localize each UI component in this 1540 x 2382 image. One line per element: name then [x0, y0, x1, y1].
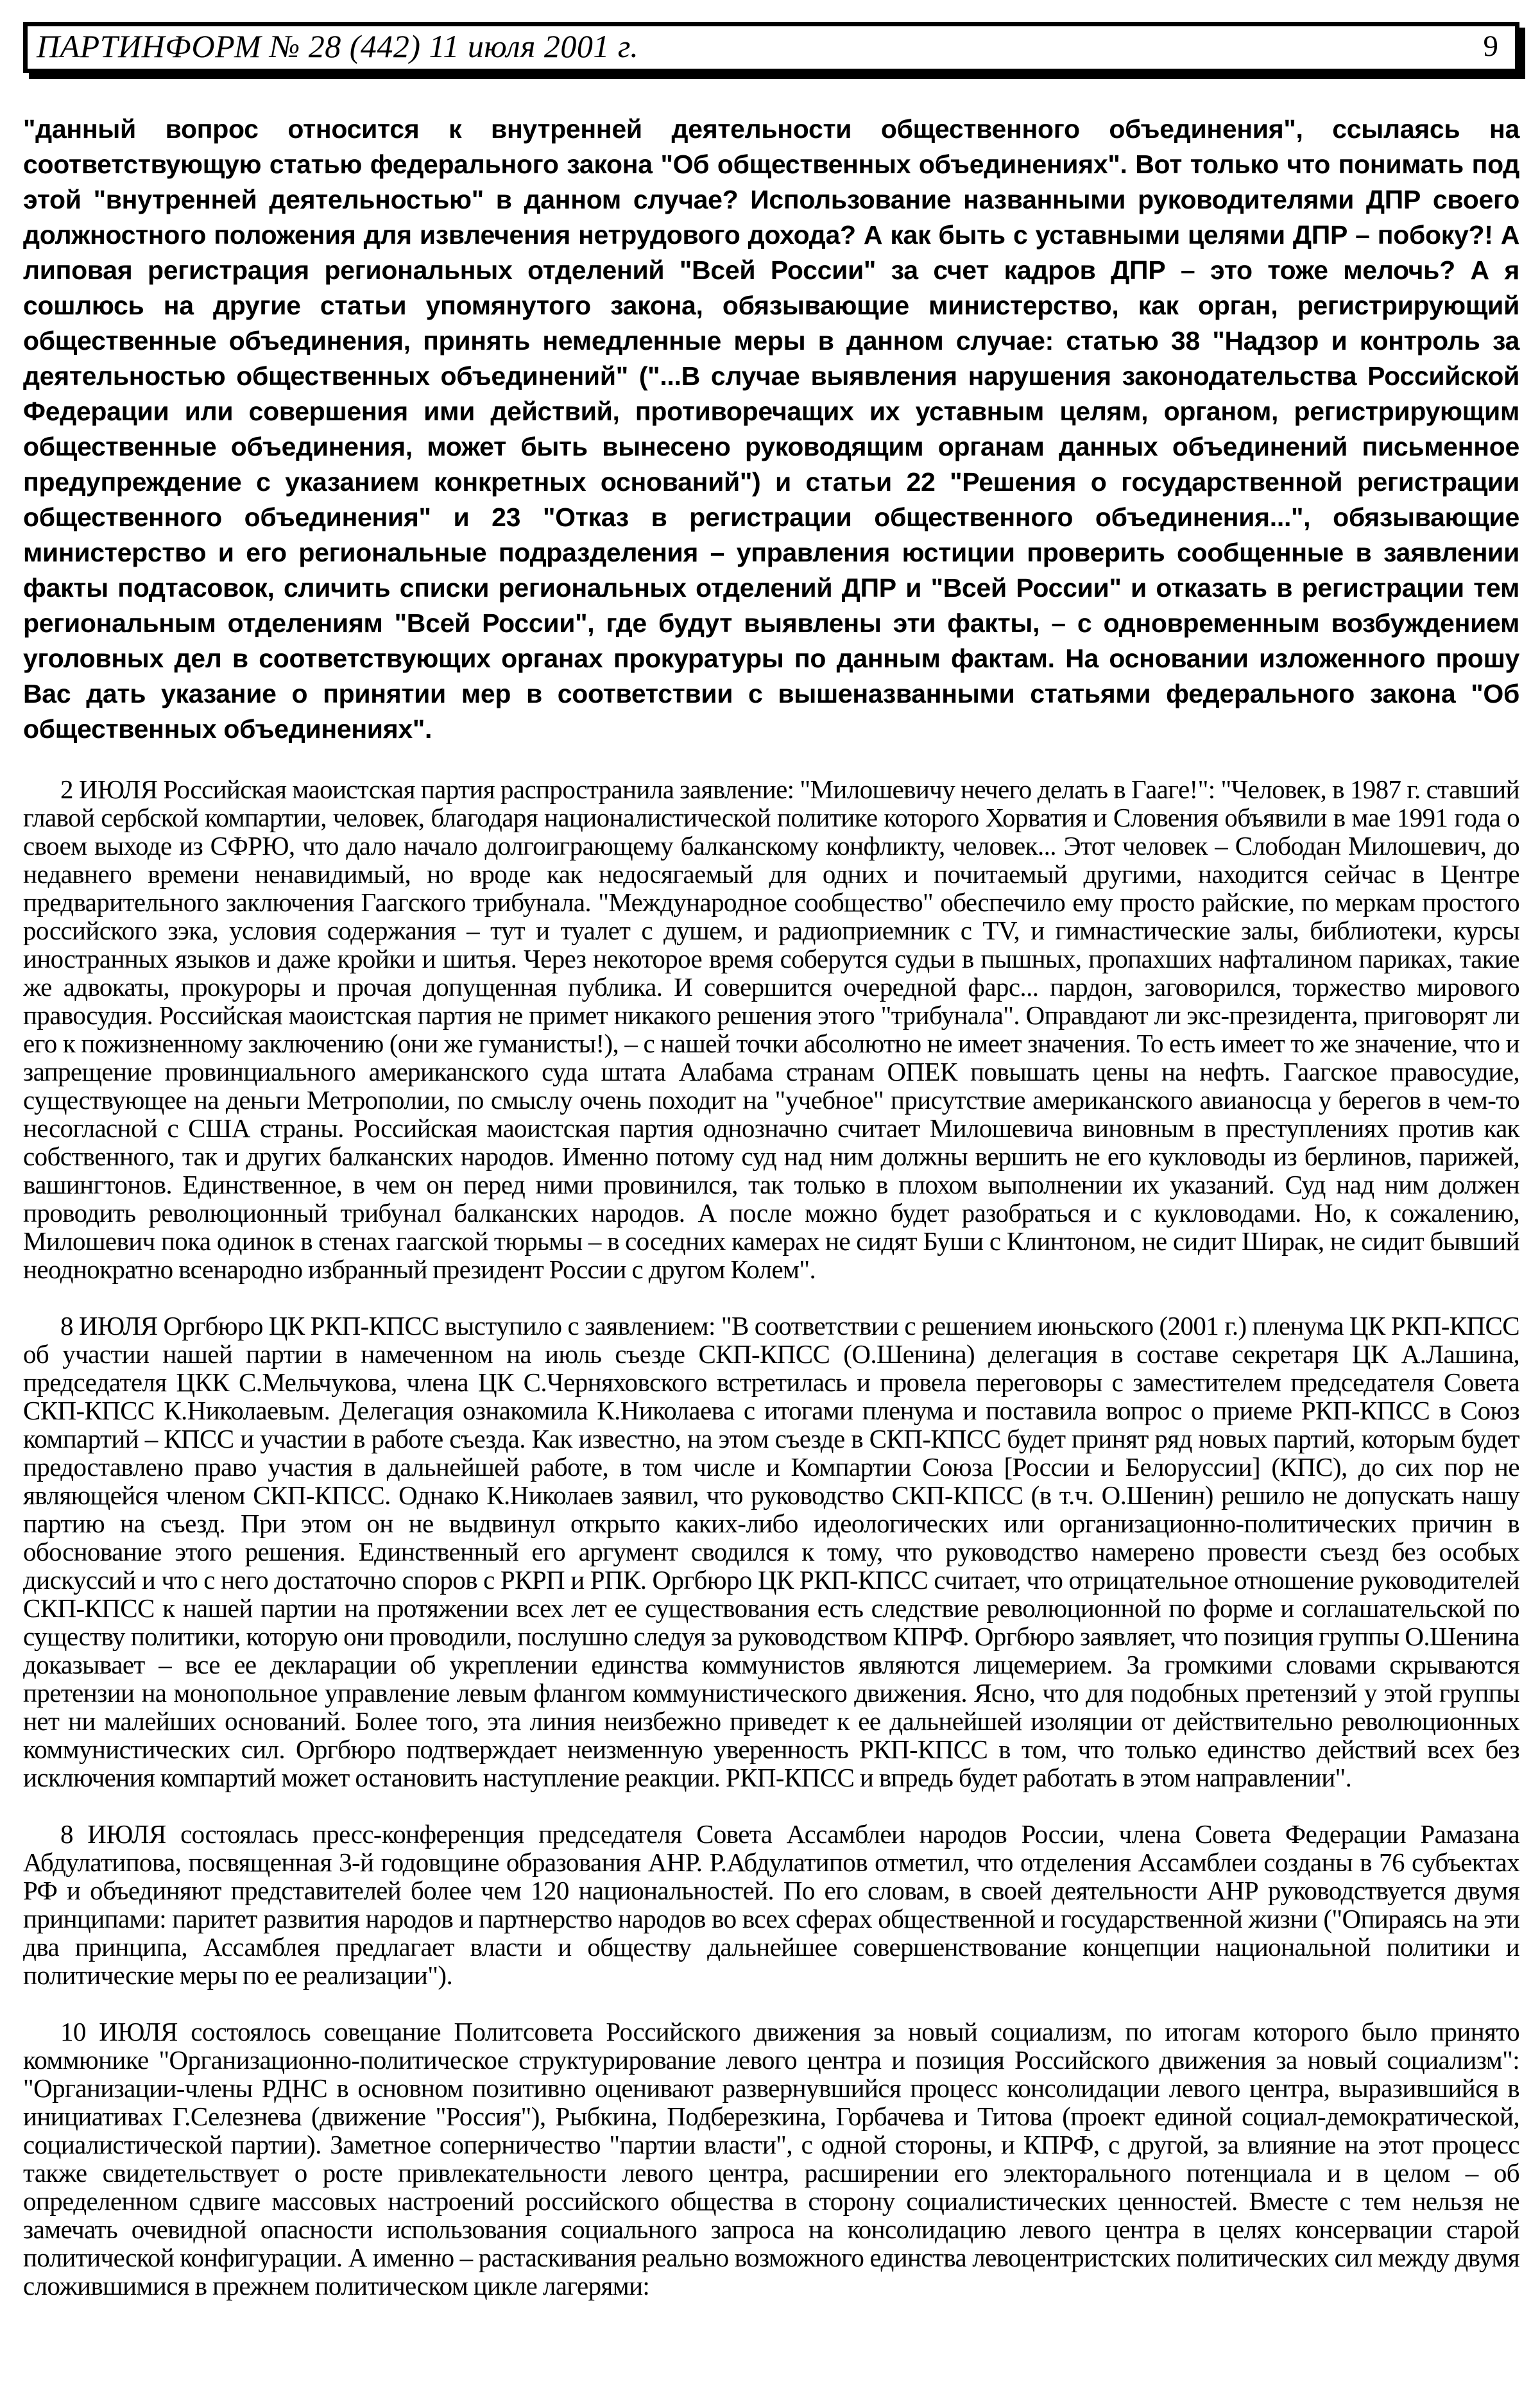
body-paragraph-news-8-july-press-conference: 8 ИЮЛЯ состоялась пресс-конференция председателя Совета Ассамблеи народов России, члена Совета Федерации Рамазана Абдулатипова, посвященная 3-й годовщине образования АНР. Р.Абдулатипов отметил, что отделения Ассамблеи созданы в 76 субъектах РФ и объединяют представителей более чем 120 национальностей. По его словам, в своей деятельности АНР руководствуется двумя принципами: паритет развития народов и партнерство народов во всех сферах общественной и государственной жизни ("Опираясь на эти два принципа, Ассамблея предлагает власти и обществу дальнейшее совершенствование концепции национальной политики и политические меры по ее реализации").	[23, 1819, 1519, 1990]
body-paragraph-news-2-july: 2 ИЮЛЯ Российская маоистская партия распространила заявление: "Милошевичу нечего делать в Гааге!": "Человек, в 1987 г. ставший главой сербской компартии, человек, благодаря националистической политике которого Хорватия и Словения объявили в мае 1991 года о своем выходе из СФРЮ, что дало начало долгоиграющему балканскому конфликту, человек... Этот человек – Слободан Милошевич, до недавнего времени ненавидимый, но вроде как недосягаемый для одних и почитаемый другими, находится сейчас в Центре предварительного заключения Гаагского трибунала. "Международное сообщество" обеспечило ему просто райские, по меркам простого российского зэка, условия содержания – тут и туалет с душем, и радиоприемник с TV, и гимнастические залы, библиотеки, курсы иностранных языков и даже кройки и шитья. Через некоторое время соберутся судьи в пышных, пропахших нафталином париках, такие же адвокаты, прокуроры и прочая допущенная публика. И совершится очередной фарс... пардон, заговорился, торжество мирового правосудия. Российская маоистская партия не примет никакого решения этого "трибунала". Оправдают ли экс-президента, приговорят ли его к пожизненному заключению (они же гуманисты!), – с нашей точки абсолютно не имеет значения. То есть имеет то же значение, что и запрещение провинциального американского суда штата Алабама странам ОПЕК повышать цены на нефть. Гаагское правосудие, существующее на деньги Метрополии, по смыслу очень походит на "учебное" присутствие американского авианосца у берегов в чем-то несогласной с США страны. Российская маоистская партия однозначно считает Милошевича виновным в преступлениях против как собственного, так и других балканских народов. Именно потому суд над ним должны вершить не его кукловоды из берлинов, парижей, вашингтонов. Единственное, в чем он перед ними провинился, так только в плохом выполнении их указаний. Суд над ним должен проводить революционный трибунал балканских народов. А после можно будет разобраться и с кукловодами. Но, к сожалению, Милошевич пока одинок в стенах гаагской тюрьмы – в соседних камерах не сидят Буши с Клинтоном, не сидит Ширак, не сидит бывший неоднократно всенародно избранный президент России с другом Колем".	[23, 775, 1519, 1284]
body-paragraph-news-8-july-orgburo: 8 ИЮЛЯ Оргбюро ЦК РКП-КПСС выступило с заявлением: "В соответствии с решением июньского (2001 г.) пленума ЦК РКП-КПСС об участии нашей партии в намеченном на июль съезде СКП-КПСС (О.Шенина) делегация в составе секретаря ЦК А.Лашина, председателя ЦКК С.Мельчукова, члена ЦК С.Черняховского встретилась и провела переговоры с заместителем председателя Совета СКП-КПСС К.Николаевым. Делегация ознакомила К.Николаева с итогами пленума и поставила вопрос о приеме РКП-КПСС в Союз компартий – КПСС и участии в работе съезда. Как известно, на этом съезде в СКП-КПСС будет принят ряд новых партий, которым будет предоставлено право участия в дальнейшей работе, в том числе и Компартии Союза [России и Белоруссии] (КПС), до сих пор не являющейся членом СКП-КПСС. Однако К.Николаев заявил, что руководство СКП-КПСС (в т.ч. О.Шенин) решило не допускать нашу партию на съезд. При этом он не выдвинул открыто каких-либо идеологических или организационно-политических причин в обоснование этого решения. Единственный его аргумент сводился к тому, что руководство намерено провести съезд без особых дискуссий и что с него достаточно споров с РКРП и РПК. Оргбюро ЦК РКП-КПСС считает, что отрицательное отношение руководителей СКП-КПСС к нашей партии на протяжении всех лет ее существования есть следствие революционной по форме и соглашательской по существу политики, которую они проводили, послушно следуя за руководством КПРФ. Оргбюро заявляет, что позиция группы О.Шенина доказывает – все ее декларации об укреплении единства коммунистов являются лицемерием. За громкими словами скрываются претензии на монопольное управление левым флангом коммунистического движения. Ясно, что для подобных претензий у этой группы нет ни малейших оснований. Более того, эта линия неизбежно приведет к ее дальнейшей изоляции от действительно революционных коммунистических сил. Оргбюро подтверждает неизменную уверенность РКП-КПСС в том, что только единство действий всех без исключения компартий может остановить наступление реакции. РКП-КПСС и впредь будет работать в этом направлении".	[23, 1311, 1519, 1792]
body-paragraph-news-10-july: 10 ИЮЛЯ состоялось совещание Политсовета Российского движения за новый социализм, по итогам которого было принято коммюнике "Организационно-политическое структурирование левого центра и позиция Российского движения за новый социализм": "Организации-члены РДНС в основном позитивно оценивают развернувшийся процесс консолидации левого центра, выразившийся в инициативах Г.Селезнева (движение "Россия"), Рыбкина, Подберезкина, Горбачева и Титова (проект единой социал-демократической, социалистической партии). Заметное соперничество "партии власти", с одной стороны, и КПРФ, с другой, за влияние на этот процесс также свидетельствует о росте привлекательности левого центра, расширении его электорального потенциала и в целом – об определенном сдвиге массовых настроений российского общества в сторону социалистических ценностей. Вместе с тем нельзя не замечать очевидной опасности использования социального запроса на консолидацию левого центра в целях консервации старой политической конфигурации. А именно – растаскивания реально возможного единства левоцентристских политических сил между двумя сложившимися в прежнем политическом цикле лагерями:	[23, 2017, 1519, 2301]
newsletter-title: ПАРТИНФОРМ № 28 (442) 11 июля 2001 г.	[37, 28, 639, 64]
body-paragraph-continuation: "данный вопрос относится к внутренней деятельности общественного объединения", ссылаясь на соответствующую статью федерального закона "Об общественных объединениях". Вот только что понимать под этой "внутренней деятельностью" в данном случае? Использование названными руководителями ДПР своего должностного положения для извлечения нетрудового дохода? А как быть с уставными целями ДПР – побоку?! А липовая регистрация региональных отделений "Всей России" за счет кадров ДПР – это тоже мелочь? А я сошлюсь на другие статьи упомянутого закона, обязывающие министерство, как орган, регистрирующий общественные объединения, принять немедленные меры в данном случае: статью 38 "Надзор и контроль за деятельностью общественных объединений" ("...В случае выявления нарушения законодательства Российской Федерации или совершения ими действий, противоречащих их уставным целям, органом, регистрирующим общественные объединения, может быть вынесено руководящим органам данных объединений письменное предупреждение с указанием конкретных оснований") и статьи 22 "Решения о государственной регистрации общественного объединения" и 23 "Отказ в регистрации общественного объединения...", обязывающие министерство и его региональные подразделения – управления юстиции проверить сообщенные в заявлении факты подтасовок, сличить списки региональных отделений ДПР и "Всей России" и отказать в регистрации тем региональным отделениям "Всей России", где будут выявлены эти факты, – с одновременным возбуждением уголовных дел в соответствующих органах прокуратуры по данным фактам. На основании изложенного прошу Вас дать указание о принятии мер в соответствии с вышеназванными статьями федерального закона "Об общественных объединениях".	[23, 114, 1519, 744]
page-number: 9	[1483, 30, 1498, 63]
article-body	[23, 112, 1519, 2300]
page-header	[23, 22, 1519, 73]
